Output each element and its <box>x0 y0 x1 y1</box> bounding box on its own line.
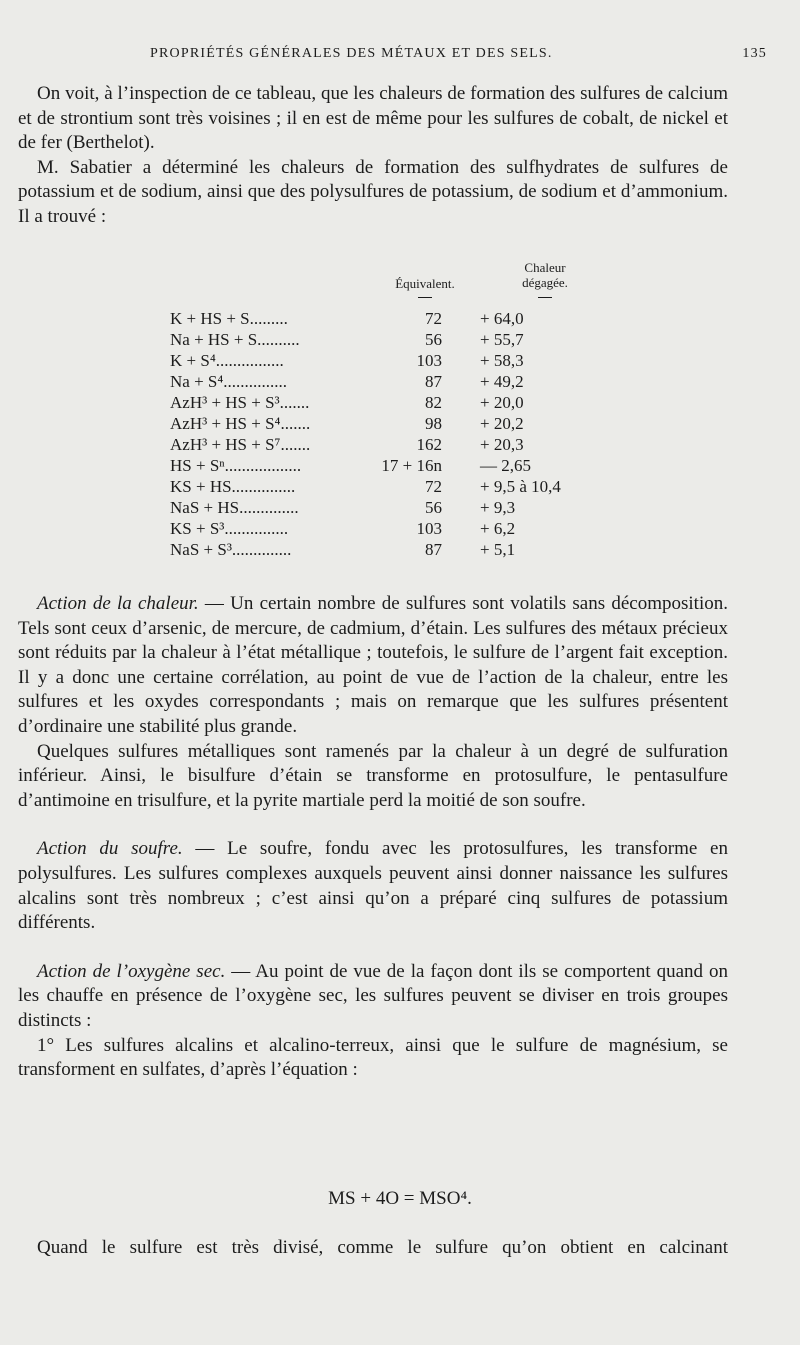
equation: MS + 4O = MSO⁴. <box>328 1188 472 1209</box>
row-formula: AzH³ + HS + S³....... <box>170 393 310 412</box>
table-row <box>40 455 660 476</box>
row-equivalent: 98 <box>425 414 442 433</box>
row-formula: NaS + HS.............. <box>170 498 299 517</box>
column-header-heat-line2: dégagée. <box>522 275 568 290</box>
row-heat: + 6,2 <box>480 519 516 538</box>
intro-paragraph-1: On voit, à l’inspection de ce tableau, que les chaleurs de formation des sulfures de calcium et de strontium sont très voisines ; il en est de même pour les sulfures de cobalt, de nickel et de fer (Berthelot). <box>18 83 728 154</box>
chaleur-text: — Un certain nombre de sulfures sont volatils sans décomposition. Tels sont ceux d’arsenic, de mercure, de cadmium, d’étain. Les sulfures des métaux précieux sont réduits par la chaleur à l’état métallique ; toutefois, le sulfure de l’argent fait exception. Il y a donc une certaine corrélation, au point de vue de l’action de la chaleur, entre les sulfures et les oxydes correspondants ; mais on remarque que les sulfures présentent d’ordinaire une stabilité plus grande. <box>18 593 728 737</box>
row-heat: + 20,0 <box>480 393 524 412</box>
oxygene-text: — Au point de vue de la façon dont ils se comportent quand on les chauffe en présence de l’oxygène sec, les sulfures peuvent se diviser en trois groupes distincts : <box>18 960 728 1031</box>
row-equivalent: 162 <box>416 435 442 454</box>
row-formula: AzH³ + HS + S⁴....... <box>170 414 311 433</box>
table-row <box>40 350 660 371</box>
table-row <box>40 308 660 329</box>
row-heat: + 55,7 <box>480 330 524 349</box>
row-equivalent: 72 <box>425 477 442 496</box>
intro-paragraph-2: M. Sabatier a déterminé les chaleurs de formation des sulfhydrates de sulfures de potassium et de sodium, ainsi que des polysulfures de potassium, de sodium et d’ammonium. Il a trouvé : <box>18 156 728 227</box>
row-equivalent: 103 <box>416 519 442 538</box>
row-equivalent: 82 <box>425 393 442 412</box>
soufre-paragraph <box>18 837 728 935</box>
row-heat: + 58,3 <box>480 351 524 370</box>
soufre-text: — Le soufre, fondu avec les protosulfures, les transforme en polysulfures. Les sulfures complexes auxquels peuvent ainsi donner naissance les sulfures alcalins sont très nombreux ; c’est ainsi qu’on a préparé cinq sulfures de potassium différents. <box>18 838 728 934</box>
row-formula: NaS + S³.............. <box>170 540 292 559</box>
row-heat: + 20,2 <box>480 414 524 433</box>
heat-table <box>40 252 660 564</box>
row-equivalent: 72 <box>425 309 442 328</box>
table-row <box>40 434 660 455</box>
chaleur-paragraph-1 <box>18 592 728 740</box>
row-equivalent: 103 <box>416 351 442 370</box>
row-heat: + 9,5 à 10,4 <box>480 477 561 496</box>
final-line: Quand le sulfure est très divisé, comme le sulfure qu’on obtient en calcinant <box>37 1237 728 1258</box>
oxygene-heading: Action de l’oxygène sec. <box>37 960 226 982</box>
row-equivalent: 17 + 16n <box>381 456 442 475</box>
table-row <box>40 518 660 539</box>
table-row <box>40 413 660 434</box>
row-formula: KS + S³............... <box>170 519 289 538</box>
row-heat: + 9,3 <box>480 498 516 517</box>
section-chaleur <box>18 592 728 1083</box>
row-heat: — 2,65 <box>480 456 531 475</box>
row-formula: AzH³ + HS + S⁷....... <box>170 435 311 454</box>
chaleur-heading: Action de la chaleur. <box>37 593 199 614</box>
table-row <box>40 371 660 392</box>
table-row <box>40 329 660 350</box>
table-row <box>40 392 660 413</box>
table-row <box>40 476 660 497</box>
oxygene-paragraph-1 <box>18 960 728 1034</box>
row-heat: + 64,0 <box>480 309 524 328</box>
oxygene-paragraph-2: 1° Les sulfures alcalins et alcalino-terreux, ainsi que le sulfure de magnésium, se transforment en sulfates, d’après l’équation : <box>18 1034 728 1081</box>
row-equivalent: 56 <box>425 330 442 349</box>
intro-block <box>18 82 728 230</box>
row-formula: Na + HS + S.......... <box>170 330 300 349</box>
table-row <box>40 497 660 518</box>
row-formula: Na + S⁴............... <box>170 372 288 391</box>
column-dash-heat <box>538 297 552 298</box>
chaleur-paragraph-2: Quelques sulfures métalliques sont ramenés par la chaleur à un degré de sulfuration inférieur. Ainsi, le bisulfure d’étain se transforme en protosulfure, le pentasulfure d’antimoine en trisulfure, et la pyrite martiale perd la moitié de son soufre. <box>18 740 728 811</box>
row-formula: HS + Sⁿ.................. <box>170 456 302 475</box>
soufre-heading: Action du soufre. <box>37 838 183 860</box>
row-heat: + 49,2 <box>480 372 524 391</box>
running-title: PROPRIÉTÉS GÉNÉRALES DES MÉTAUX ET DES SELS. <box>150 46 553 61</box>
column-header-equivalent: Équivalent. <box>395 276 455 291</box>
row-heat: + 20,3 <box>480 435 524 454</box>
row-formula: KS + HS............... <box>170 477 296 496</box>
row-equivalent: 87 <box>425 372 442 391</box>
column-dash-equivalent <box>418 297 432 298</box>
row-heat: + 5,1 <box>480 540 516 559</box>
row-equivalent: 87 <box>425 540 442 559</box>
row-formula: K + S⁴................ <box>170 351 284 370</box>
row-equivalent: 56 <box>425 498 442 517</box>
table-row <box>40 539 660 560</box>
row-formula: K + HS + S......... <box>170 309 288 328</box>
column-header-heat-line1: Chaleur <box>524 260 566 275</box>
page-number: 135 <box>742 46 767 61</box>
running-header <box>0 46 800 66</box>
column-header-heat <box>495 260 595 290</box>
